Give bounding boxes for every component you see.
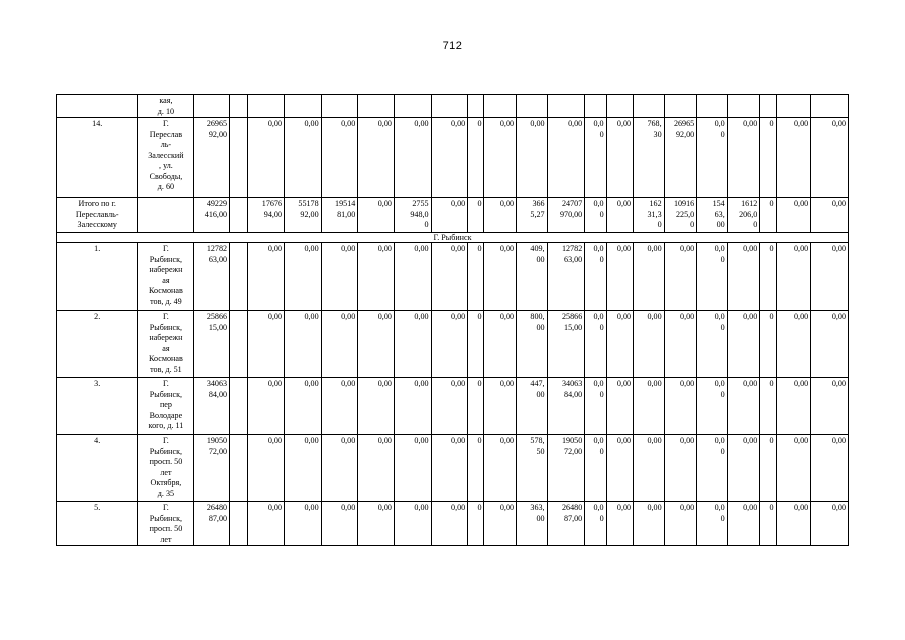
value-cell: 0 — [760, 118, 776, 198]
value-cell: 0,0 0 — [697, 243, 728, 311]
value-cell: 0,00 — [321, 243, 358, 311]
address-cell: Г. Переслав ль- Залесский , ул. Свободы, д. 60 — [138, 118, 194, 198]
value-cell — [230, 198, 248, 233]
value-cell: 0,0 0 — [585, 502, 606, 546]
value-cell: 0 — [760, 311, 776, 378]
address-cell: кая, д. 10 — [138, 95, 194, 118]
value-cell: 0,00 — [248, 243, 285, 311]
value-cell: 363, 00 — [517, 502, 548, 546]
value-cell: 0,00 — [321, 502, 358, 546]
value-cell: 0,00 — [358, 198, 395, 233]
value-cell: 0,0 0 — [585, 243, 606, 311]
value-cell: 25866 15,00 — [547, 311, 585, 378]
data-table — [56, 94, 849, 546]
value-cell: 0,00 — [484, 198, 517, 233]
value-cell — [230, 378, 248, 435]
value-cell: 0,00 — [394, 311, 431, 378]
row-number-cell: 5. — [57, 502, 138, 546]
value-cell: 0,00 — [321, 118, 358, 198]
value-cell: 0,00 — [431, 435, 468, 502]
value-cell: 10916 225,0 0 — [664, 198, 697, 233]
value-cell: 2755 948,0 0 — [394, 198, 431, 233]
value-cell: 0,00 — [664, 502, 697, 546]
value-cell: 0,00 — [606, 311, 633, 378]
value-cell — [547, 95, 585, 118]
value-cell: 25866 15,00 — [194, 311, 230, 378]
row-number-cell: 3. — [57, 378, 138, 435]
value-cell: 0,00 — [285, 435, 322, 502]
value-cell: 0,00 — [634, 435, 665, 502]
value-cell: 0,00 — [285, 311, 322, 378]
value-cell: 0,0 0 — [585, 198, 606, 233]
value-cell — [776, 95, 811, 118]
value-cell: 0,00 — [321, 311, 358, 378]
table-row — [57, 311, 849, 378]
value-cell — [634, 95, 665, 118]
value-cell: 0,00 — [484, 378, 517, 435]
value-cell: 26480 87,00 — [194, 502, 230, 546]
value-cell: 0,0 0 — [697, 502, 728, 546]
value-cell: 447, 00 — [517, 378, 548, 435]
row-number-cell: 14. — [57, 118, 138, 198]
value-cell: 0,00 — [358, 435, 395, 502]
value-cell: 26965 92,00 — [194, 118, 230, 198]
value-cell: 0 — [760, 378, 776, 435]
value-cell: 34063 84,00 — [194, 378, 230, 435]
value-cell — [230, 435, 248, 502]
value-cell — [664, 95, 697, 118]
row-number-cell — [57, 95, 138, 118]
value-cell: 49229 416,00 — [194, 198, 230, 233]
value-cell: 0,00 — [811, 311, 849, 378]
value-cell: 0,00 — [606, 118, 633, 198]
value-cell: 0,00 — [484, 435, 517, 502]
value-cell: 0,00 — [811, 502, 849, 546]
value-cell: 0,00 — [606, 502, 633, 546]
table-row — [57, 95, 849, 118]
address-cell: Г. Рыбинск, набережн ая Космонав тов, д. 51 — [138, 311, 194, 378]
value-cell: 0,00 — [664, 378, 697, 435]
value-cell — [811, 95, 849, 118]
value-cell: 0 — [468, 243, 484, 311]
value-cell: 0,00 — [727, 311, 760, 378]
value-cell: 0,0 0 — [697, 378, 728, 435]
value-cell: 0,00 — [606, 198, 633, 233]
value-cell: 0,00 — [776, 243, 811, 311]
value-cell: 0,0 0 — [585, 378, 606, 435]
value-cell — [760, 95, 776, 118]
row-number-cell: 2. — [57, 311, 138, 378]
value-cell: 154 63, 00 — [697, 198, 728, 233]
value-cell — [606, 95, 633, 118]
value-cell: 12782 63,00 — [547, 243, 585, 311]
page-number: 712 — [442, 40, 463, 52]
value-cell: 0,00 — [394, 243, 431, 311]
value-cell: 0 — [760, 435, 776, 502]
value-cell — [230, 95, 248, 118]
value-cell: 0,00 — [634, 378, 665, 435]
value-cell: 0,00 — [431, 243, 468, 311]
section-title: Г. Рыбинск — [57, 233, 849, 243]
value-cell: 0,00 — [547, 118, 585, 198]
value-cell — [585, 95, 606, 118]
value-cell: 0,00 — [664, 435, 697, 502]
value-cell: 0,00 — [394, 378, 431, 435]
value-cell: 0,00 — [321, 435, 358, 502]
value-cell: 12782 63,00 — [194, 243, 230, 311]
value-cell: 0 — [468, 502, 484, 546]
value-cell: 0,00 — [484, 311, 517, 378]
address-cell: Г. Рыбинск, набережн ая Космонав тов, д. 49 — [138, 243, 194, 311]
value-cell: 0,00 — [606, 435, 633, 502]
value-cell: 0,00 — [776, 118, 811, 198]
value-cell: 0,00 — [727, 435, 760, 502]
value-cell — [285, 95, 322, 118]
value-cell: 0 — [760, 502, 776, 546]
value-cell: 0,00 — [358, 502, 395, 546]
value-cell: 0,00 — [484, 502, 517, 546]
value-cell: 0,00 — [727, 243, 760, 311]
value-cell — [484, 95, 517, 118]
value-cell: 0,00 — [484, 118, 517, 198]
value-cell: 0,00 — [664, 311, 697, 378]
address-cell — [138, 198, 194, 233]
value-cell: 0,00 — [606, 378, 633, 435]
table-row — [57, 243, 849, 311]
value-cell: 19514 81,00 — [321, 198, 358, 233]
value-cell — [468, 95, 484, 118]
value-cell: 0 — [760, 198, 776, 233]
row-number-cell: 1. — [57, 243, 138, 311]
address-cell: Г. Рыбинск, просп. 50 лет Октября, д. 35 — [138, 435, 194, 502]
value-cell: 34063 84,00 — [547, 378, 585, 435]
value-cell: 0,00 — [358, 118, 395, 198]
value-cell: 55178 92,00 — [285, 198, 322, 233]
value-cell: 0,00 — [634, 502, 665, 546]
value-cell: 0,00 — [811, 198, 849, 233]
address-cell: Г. Рыбинск, просп. 50 лет — [138, 502, 194, 546]
value-cell: 0,00 — [634, 311, 665, 378]
value-cell: 0,00 — [484, 243, 517, 311]
value-cell: 19050 72,00 — [547, 435, 585, 502]
value-cell: 0,00 — [394, 502, 431, 546]
value-cell: 0,00 — [431, 198, 468, 233]
value-cell: 0,00 — [394, 118, 431, 198]
value-cell: 0,00 — [248, 435, 285, 502]
value-cell: 0,00 — [285, 243, 322, 311]
value-cell — [394, 95, 431, 118]
value-cell — [248, 95, 285, 118]
value-cell: 0,00 — [811, 118, 849, 198]
value-cell: 0,00 — [517, 118, 548, 198]
value-cell: 0 — [468, 198, 484, 233]
value-cell: 162 31,3 0 — [634, 198, 665, 233]
value-cell: 0,00 — [664, 243, 697, 311]
value-cell: 0 — [468, 311, 484, 378]
value-cell: 0,00 — [634, 243, 665, 311]
value-cell: 0,00 — [776, 198, 811, 233]
value-cell — [194, 95, 230, 118]
value-cell: 0,00 — [358, 378, 395, 435]
value-cell: 0 — [468, 118, 484, 198]
value-cell — [321, 95, 358, 118]
value-cell: 409, 00 — [517, 243, 548, 311]
value-cell: 0 — [468, 435, 484, 502]
value-cell: 578, 50 — [517, 435, 548, 502]
value-cell: 0,00 — [811, 435, 849, 502]
value-cell — [230, 502, 248, 546]
value-cell: 0,00 — [776, 311, 811, 378]
value-cell — [697, 95, 728, 118]
value-cell: 0,0 0 — [697, 311, 728, 378]
value-cell: 0,00 — [727, 378, 760, 435]
table-row — [57, 502, 849, 546]
value-cell: 0,00 — [321, 378, 358, 435]
value-cell: 0,00 — [394, 435, 431, 502]
value-cell: 768, 30 — [634, 118, 665, 198]
value-cell: 19050 72,00 — [194, 435, 230, 502]
value-cell: 0,00 — [358, 311, 395, 378]
value-cell: 24707 970,00 — [547, 198, 585, 233]
value-cell: 0,00 — [285, 118, 322, 198]
value-cell — [517, 95, 548, 118]
value-cell: 0,00 — [248, 118, 285, 198]
value-cell: 26965 92,00 — [664, 118, 697, 198]
value-cell: 0,00 — [727, 502, 760, 546]
section-row — [57, 233, 849, 243]
value-cell: 0,00 — [431, 118, 468, 198]
table-row — [57, 198, 849, 233]
value-cell: 0,00 — [811, 243, 849, 311]
value-cell: 0,0 0 — [697, 118, 728, 198]
value-cell: 0 — [760, 243, 776, 311]
table-row — [57, 118, 849, 198]
value-cell: 0,00 — [606, 243, 633, 311]
value-cell: 26480 87,00 — [547, 502, 585, 546]
row-number-cell: 4. — [57, 435, 138, 502]
value-cell: 0,00 — [431, 311, 468, 378]
value-cell — [727, 95, 760, 118]
value-cell: 0,00 — [248, 311, 285, 378]
value-cell: 0,0 0 — [585, 118, 606, 198]
value-cell: 800, 00 — [517, 311, 548, 378]
value-cell: 0,0 0 — [585, 435, 606, 502]
value-cell: 0,00 — [285, 502, 322, 546]
value-cell — [358, 95, 395, 118]
value-cell: 0,00 — [811, 378, 849, 435]
value-cell: 0,00 — [776, 435, 811, 502]
value-cell: 17676 94,00 — [248, 198, 285, 233]
table-row — [57, 435, 849, 502]
value-cell — [431, 95, 468, 118]
value-cell: 0,00 — [248, 378, 285, 435]
value-cell: 0,00 — [431, 502, 468, 546]
value-cell — [230, 118, 248, 198]
value-cell: 1612 206,0 0 — [727, 198, 760, 233]
value-cell: 0 — [468, 378, 484, 435]
table-row — [57, 378, 849, 435]
value-cell: 0,00 — [776, 378, 811, 435]
value-cell: 0,00 — [248, 502, 285, 546]
value-cell: 0,00 — [285, 378, 322, 435]
value-cell: 0,0 0 — [697, 435, 728, 502]
row-number-cell: Итого по г. Переславль- Залесскому — [57, 198, 138, 233]
value-cell: 0,00 — [358, 243, 395, 311]
address-cell: Г. Рыбинск, пер Володаре кого, д. 11 — [138, 378, 194, 435]
value-cell: 0,00 — [727, 118, 760, 198]
value-cell — [230, 311, 248, 378]
value-cell: 0,00 — [431, 378, 468, 435]
value-cell: 366 5,27 — [517, 198, 548, 233]
value-cell — [230, 243, 248, 311]
value-cell: 0,00 — [776, 502, 811, 546]
value-cell: 0,0 0 — [585, 311, 606, 378]
